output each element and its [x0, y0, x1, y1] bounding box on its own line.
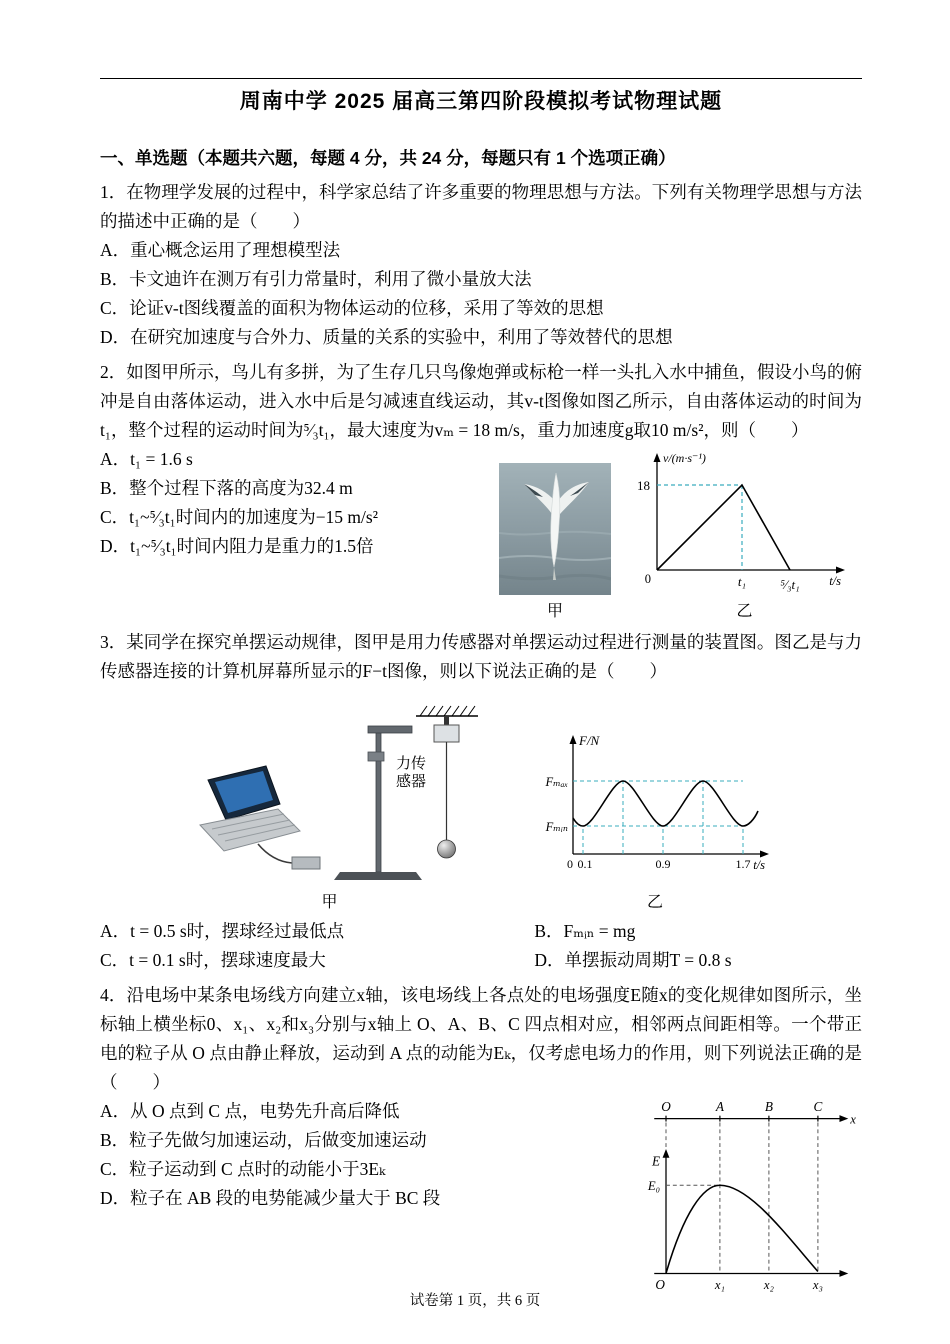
- vt-graph: [627, 445, 862, 595]
- top-axis-arrow-icon: [839, 1115, 848, 1122]
- field-strength-curve: [666, 1185, 818, 1273]
- question-3-figure: [100, 694, 862, 913]
- x2-label: x₂: [763, 1278, 774, 1293]
- figure-caption-jia: 甲: [546, 603, 563, 620]
- ft-tick-0: 0: [566, 857, 573, 871]
- point-C-label: C: [813, 1098, 823, 1114]
- ft-tick-01: 0.1: [577, 857, 592, 871]
- figure-caption-yi: 乙: [736, 603, 753, 620]
- question-4-option-d: D．粒子在 AB 段的电势能减少量大于 BC 段: [100, 1188, 441, 1208]
- question-1-stem: 1．在物理学发展的过程中，科学家总结了许多重要的物理思想与方法。下列有关物理学思想与方法的描述中正确的是（ ）: [100, 182, 862, 231]
- ft-graph-block: [528, 726, 783, 913]
- vt-y-axis-label: v/(m·s⁻¹): [663, 451, 706, 465]
- vt-graph-block: [627, 445, 862, 622]
- figure-caption-jia: 甲: [321, 894, 338, 911]
- question-1-option-b: B．卡文迪许在测万有引力常量时，利用了微小量放大法: [100, 269, 532, 289]
- fmax-label: Fₘₐₓ: [544, 775, 568, 789]
- bottom-axis-arrow-icon: [839, 1270, 848, 1277]
- header-rule: [100, 78, 862, 79]
- point-A-label: A: [715, 1098, 724, 1114]
- y-axis-arrow-icon: [569, 735, 576, 744]
- force-sensor-label-line1: 力传: [395, 756, 426, 772]
- y-axis-arrow-icon: [654, 453, 661, 462]
- question-2-option-b: B．整个过程下落的高度为32.4 m: [100, 478, 353, 498]
- ex-graph: [617, 1097, 862, 1298]
- fmin-label: Fₘᵢₙ: [545, 820, 568, 834]
- question-3-option-c: C．t = 0.1 s时，摆球速度最大: [100, 950, 326, 970]
- force-sensor-box: [434, 725, 459, 742]
- x1-label: x₁: [714, 1278, 725, 1293]
- laptop-icon: [200, 766, 300, 851]
- section-heading: 一、单选题（本题共六题，每题 4 分，共 24 分，每题只有 1 个选项正确）: [100, 148, 676, 168]
- question-3-options: [100, 917, 862, 975]
- e-axis-arrow-icon: [663, 1149, 670, 1158]
- question-4-options: [100, 1097, 609, 1213]
- x3-label: x₃: [812, 1278, 823, 1293]
- question-2-option-d: D．t₁~⁵⁄₃t₁时间内阻力是重力的1.5倍: [100, 536, 374, 556]
- bird-photo-block: [499, 463, 611, 622]
- point-B-label: B: [764, 1098, 773, 1114]
- question-3-stem: 3．某同学在探究单摆运动规律，图甲是用力传感器对单摆运动过程进行测量的装置图。图乙是与力传感器连接的计算机屏幕所显示的F−t图像，则以下说法正确的是（ ）: [100, 632, 862, 681]
- x-axis-arrow-icon: [760, 851, 769, 858]
- sensor-cable: [258, 844, 292, 863]
- interface-box: [292, 857, 320, 869]
- diving-bird-photo: [499, 463, 611, 595]
- question-2-stem: 2．如图甲所示，鸟儿有多拼，为了生存几只鸟像炮弹或标枪一样一头扎入水中捕鱼，假设小鸟的俯冲是自由落体运动，进入水中后是匀减速直线运动，其v-t图像如图乙所示，自由落体运动的时间为t₁，整个过程的运动时间为⁵⁄₃t₁，最大速度为vₘ = 18 m/s，重力加速度g取10 m/s²，则（ ）: [100, 362, 862, 440]
- vt-tend-label: ⁵⁄₃t₁: [780, 577, 800, 592]
- question-4-option-a: A．从 O 点到 C 点，电势先升高后降低: [100, 1101, 400, 1121]
- question-1-option-a: A．重心概念运用了理想模型法: [100, 240, 341, 260]
- question-2-option-a: A．t₁ = 1.6 s: [100, 449, 193, 469]
- e-axis-label: E: [652, 1153, 661, 1169]
- question-4-option-b: B．粒子先做匀加速运动，后做变加速运动: [100, 1130, 427, 1150]
- question-3: [100, 628, 862, 975]
- vt-x-axis-label: t/s: [829, 574, 841, 588]
- e0-label: E₀: [647, 1179, 661, 1194]
- ft-x-axis-label: t/s: [752, 858, 765, 872]
- question-2-option-c: C．t₁~⁵⁄₃t₁时间内的加速度为−15 m/s²: [100, 507, 378, 527]
- question-3-option-a: A．t = 0.5 s时，摆球经过最低点: [100, 921, 345, 941]
- question-1-option-d: D．在研究加速度与合外力、质量的关系的实验中，利用了等效替代的思想: [100, 327, 673, 347]
- apparatus-block: [180, 694, 480, 913]
- ft-tick-17: 1.7: [735, 857, 750, 871]
- page-title: 周南中学 2025 届高三第四阶段模拟考试物理试题: [239, 90, 723, 113]
- question-4-option-c: C．粒子运动到 C 点时的动能小于3Eₖ: [100, 1159, 386, 1179]
- question-1-option-c: C．论证v-t图线覆盖的面积为物体运动的位移，采用了等效的思想: [100, 298, 604, 318]
- x-axis-arrow-icon: [836, 567, 845, 574]
- origin-label: O: [655, 1277, 665, 1293]
- retort-stand: [334, 726, 422, 880]
- question-3-option-b: B．Fₘᵢₙ = mg: [534, 921, 636, 941]
- force-wave-curve: [573, 781, 758, 826]
- question-3-option-d: D．单摆振动周期T = 0.8 s: [534, 950, 732, 970]
- question-2-figure: [499, 445, 862, 622]
- question-2-options: [100, 445, 491, 561]
- question-4: [100, 981, 862, 1303]
- vt-origin-label: 0: [644, 572, 651, 586]
- vt-t1-label: t₁: [737, 574, 747, 589]
- ft-y-axis-label: F/N: [578, 733, 599, 748]
- page-footer: 试卷第 1 页，共 6 页: [409, 1293, 541, 1309]
- question-1: [100, 178, 862, 352]
- velocity-curve: [657, 485, 790, 570]
- force-sensor-label-line2: 感器: [395, 774, 426, 790]
- question-4-figure: [617, 1097, 862, 1303]
- ft-tick-09: 0.9: [655, 857, 670, 871]
- question-2: [100, 358, 862, 622]
- pendulum-apparatus: [180, 694, 480, 886]
- question-4-stem: 4．沿电场中某条电场线方向建立x轴，该电场线上各点处的电场强度E随x的变化规律如图所示，坐标轴上横坐标0、x₁、x₂和x₃分别与x轴上 O、A、B、C 四点相对应，相邻两点间距相等。一个带正电的粒子从 O 点由静止释放，运动到 A 点的动能为Eₖ，仅考虑电场力的作用，则下列说法正确的是（ ）: [100, 985, 862, 1092]
- figure-caption-yi: 乙: [646, 894, 663, 911]
- sensor-bracket: [444, 716, 449, 725]
- pendulum-bob: [437, 840, 455, 858]
- point-O-label: O: [661, 1098, 671, 1114]
- top-x-label: x: [850, 1112, 856, 1127]
- vt-vmax-label: 18: [637, 478, 650, 493]
- ft-graph: [528, 726, 783, 886]
